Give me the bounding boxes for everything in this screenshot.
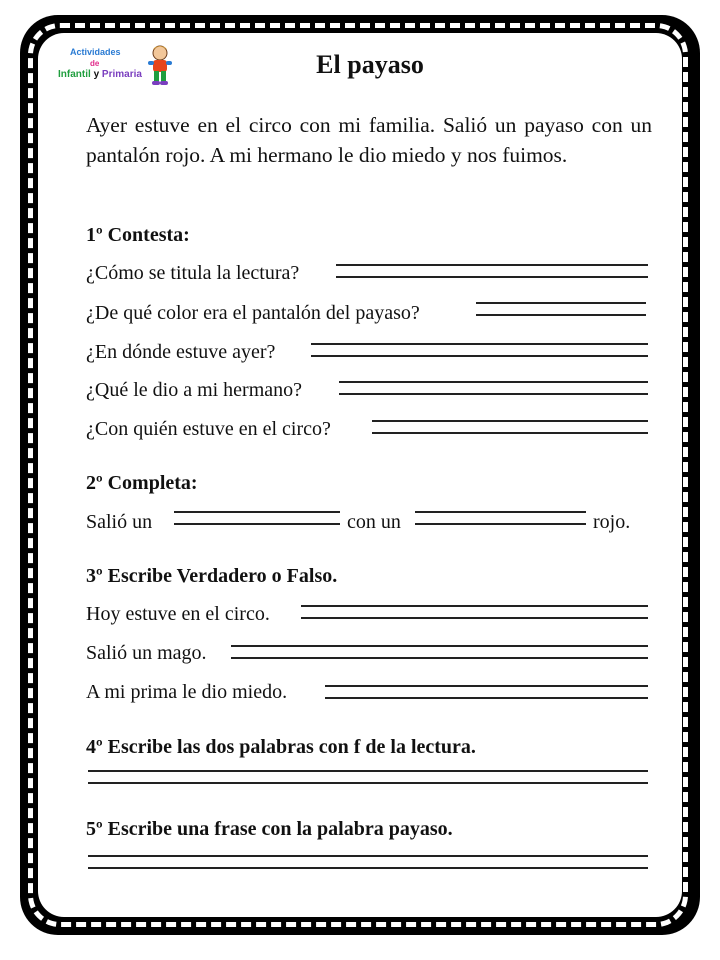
logo-text-de: de [90,59,100,68]
answer-line-3[interactable] [311,343,648,357]
section-4-heading: 4º Escribe las dos palabras con f de la lectura. [86,736,476,758]
section-2-heading: 2º Completa: [86,472,198,494]
statement-2: Salió un mago. [86,642,207,664]
true-false-line-2[interactable] [231,645,648,659]
words-answer-line[interactable] [88,770,648,784]
blank-2[interactable] [415,511,586,525]
question-1: ¿Cómo se titula la lectura? [86,262,300,284]
answer-line-1[interactable] [336,264,648,278]
question-3: ¿En dónde estuve ayer? [86,341,276,363]
completion-text-2: con un [347,511,401,533]
statement-3: A mi prima le dio miedo. [86,681,288,703]
completion-text-3: rojo. [593,511,631,533]
completion-text-1: Salió un [86,511,153,533]
question-5: ¿Con quién estuve en el circo? [86,418,331,440]
worksheet-title: El payaso [316,50,424,79]
statement-1: Hoy estuve en el circo. [86,603,270,625]
sentence-answer-line[interactable] [88,855,648,869]
logo-text-primaria: Primaria [101,69,142,80]
question-2: ¿De qué color era el pantalón del payaso? [86,302,420,324]
logo-text-actividades: Actividades [70,47,121,57]
answer-line-5[interactable] [372,420,648,434]
answer-line-4[interactable] [339,381,648,395]
true-false-line-3[interactable] [325,685,648,699]
section-3-heading: 3º Escribe Verdadero o Falso. [86,565,338,587]
blank-1[interactable] [174,511,340,525]
answer-line-2[interactable] [476,302,646,316]
reading-text: Ayer estuve en el circo con mi familia. Salió un payaso con un pantalón rojo. A mi hermano le dio miedo y nos fuimos. [86,113,652,167]
logo-text-infantil: Infantil [58,69,91,80]
section-1-heading: 1º Contesta: [86,224,190,246]
section-5-heading: 5º Escribe una frase con la palabra payaso. [86,818,453,840]
true-false-line-1[interactable] [301,605,648,619]
logo-text-y: y [93,69,100,80]
question-4: ¿Qué le dio a mi hermano? [86,379,303,401]
